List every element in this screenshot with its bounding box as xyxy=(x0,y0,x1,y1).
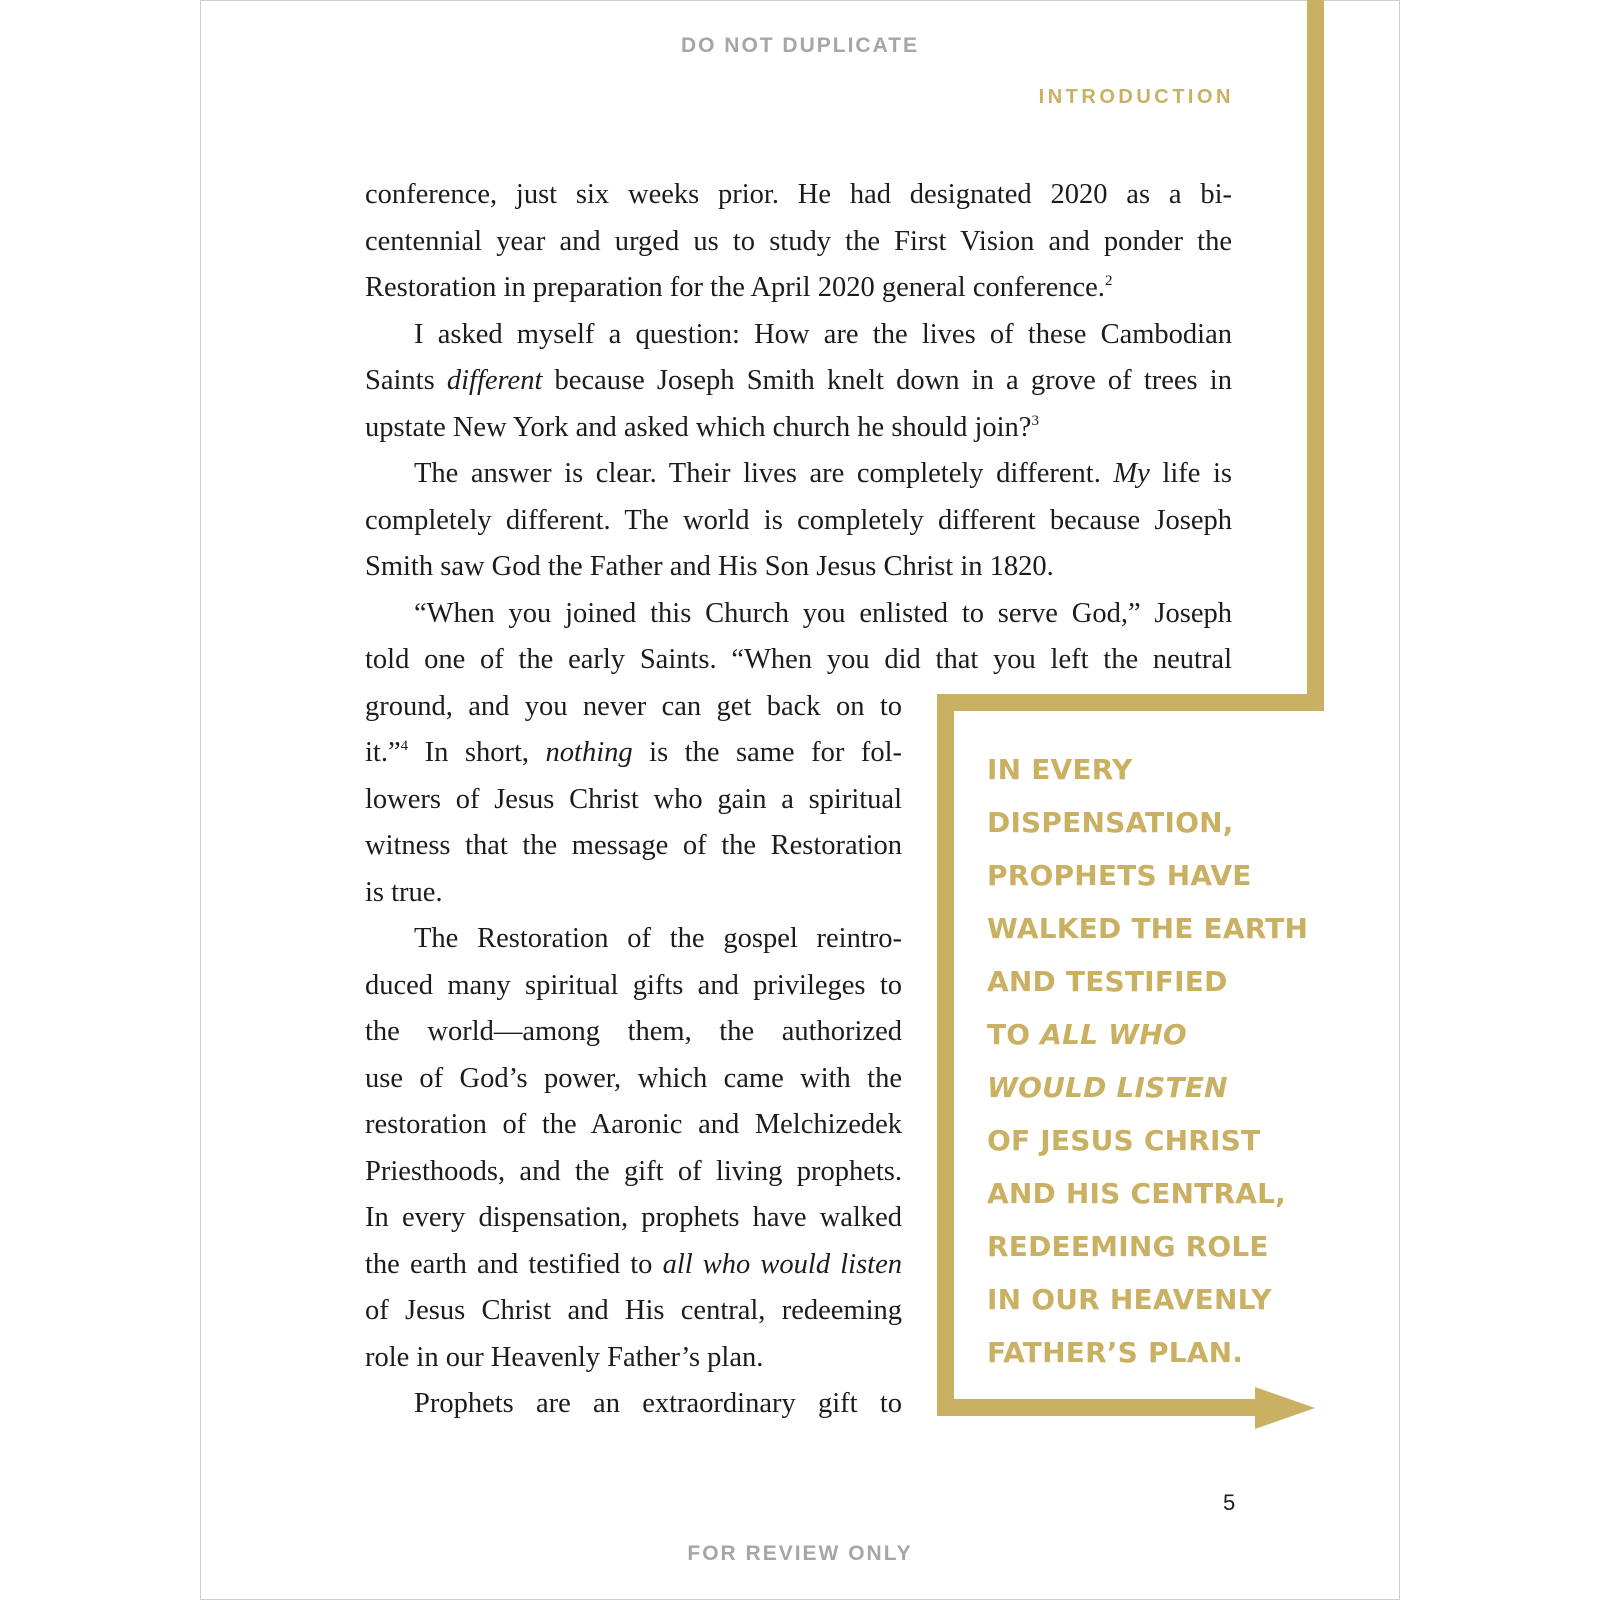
footnote-marker: 4 xyxy=(400,738,409,754)
page-number: 5 xyxy=(1223,1490,1236,1515)
arrow-right-icon xyxy=(1255,1387,1315,1429)
pull-quote-line: DISPENSATION, xyxy=(987,806,1234,839)
body-line: The answer is clear. Their lives are completely different. My life is xyxy=(414,458,1232,489)
body-line: duced many spiritual gifts and privileges to xyxy=(365,969,902,1001)
body-line: ground, and you never can get back on to xyxy=(365,690,902,722)
running-head: INTRODUCTION xyxy=(1038,86,1234,108)
pull-quote-line: TO ALL WHO xyxy=(987,1018,1187,1051)
body-line: use of God’s power, which came with the xyxy=(365,1062,902,1094)
body-line: lowers of Jesus Christ who gain a spiritual xyxy=(365,783,902,815)
body-line: the world—among them, the authorized xyxy=(365,1016,902,1047)
body-line: role in our Heavenly Father’s plan. xyxy=(365,1341,764,1373)
body-line: The Restoration of the gospel reintro- xyxy=(414,923,902,954)
body-line: it.”$^4$ In short, nothing is the same for fol- xyxy=(365,737,902,768)
pull-quote-line: AND HIS CENTRAL, xyxy=(987,1177,1286,1210)
body-line: Saints different because Joseph Smith knelt down in a grove of trees in xyxy=(365,365,1232,396)
body-line: Prophets are an extraordinary gift to xyxy=(414,1388,902,1419)
watermark-top: DO NOT DUPLICATE xyxy=(680,34,920,57)
body-line: In every dispensation, prophets have walked xyxy=(365,1202,902,1233)
body-line: Priesthoods, and the gift of living prophets. xyxy=(365,1155,902,1187)
pull-quote-line: IN EVERY xyxy=(987,753,1133,786)
pull-quote-line: OF JESUS CHRIST xyxy=(987,1124,1261,1157)
body-line: completely different. The world is completely different because Joseph xyxy=(365,504,1232,536)
pull-quote-line: FATHER’S PLAN. xyxy=(987,1336,1244,1369)
body-line: I asked myself a question: How are the lives of these Cambodian xyxy=(414,318,1232,350)
body-line: centennial year and urged us to study the First Vision and ponder the xyxy=(365,225,1232,257)
pull-quote-line: WALKED THE EARTH xyxy=(987,912,1309,945)
body-line: Smith saw God the Father and His Son Jesus Christ in 1820. xyxy=(365,551,1054,582)
pull-quote xyxy=(987,743,1308,1379)
watermark-bottom: FOR REVIEW ONLY xyxy=(687,1542,913,1565)
body-line: restoration of the Aaronic and Melchizedek xyxy=(365,1109,902,1140)
pull-quote-line: IN OUR HEAVENLY xyxy=(987,1283,1272,1316)
body-line: of Jesus Christ and His central, redeeming xyxy=(365,1295,902,1326)
body-line: Restoration in preparation for the April 2020 general conference.$^2$ xyxy=(365,272,1113,303)
pull-quote-line: REDEEMING ROLE xyxy=(987,1230,1269,1263)
footnote-marker: 3 xyxy=(1031,412,1039,429)
body-line: told one of the early Saints. “When you did that you left the neutral xyxy=(365,644,1232,675)
pull-quote-line: AND TESTIFIED xyxy=(987,965,1228,998)
pull-quote-line: WOULD LISTEN xyxy=(987,1071,1228,1104)
body-line: upstate New York and asked which church he should join?$^3$ xyxy=(365,411,1039,443)
gold-frame-vertical-right xyxy=(1307,0,1324,711)
body-line: witness that the message of the Restoration xyxy=(365,830,902,861)
body-line: the earth and testified to all who would listen xyxy=(365,1248,902,1280)
pull-quote-line: PROPHETS HAVE xyxy=(987,859,1252,892)
body-line: is true. xyxy=(365,876,443,908)
body-line: conference, just six weeks prior. He had designated 2020 as a bi- xyxy=(365,179,1232,210)
footnote-marker: 2 xyxy=(1104,273,1113,289)
body-line: “When you joined this Church you enlisted to serve God,” Joseph xyxy=(414,597,1232,629)
